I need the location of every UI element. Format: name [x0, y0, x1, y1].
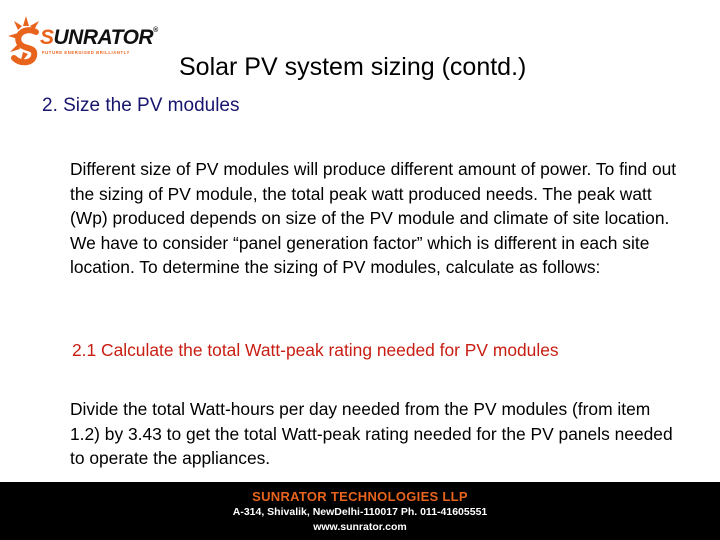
footer-address: A-314, Shivalik, NewDelhi-110017 Ph. 011-41605551 — [232, 506, 488, 518]
footer-company-name: SUNRATOR TECHNOLOGIES LLP — [252, 489, 468, 504]
section-heading: 2. Size the PV modules — [42, 95, 240, 116]
intro-paragraph: Different size of PV modules will produce different amount of power. To find out the sizing of PV module, the total peak watt produced needs. The peak watt (Wp) produced depends on size of the PV module and climate of site location. We have to consider “panel generation factor” which is different in each site location. To determine the sizing of PV modules, calculate as follows: — [70, 159, 677, 277]
slide-title: Solar PV system sizing (contd.) — [179, 53, 527, 81]
logo-wordmark — [40, 27, 158, 48]
footer-website: www.sunrator.com — [313, 521, 407, 533]
footer-bar — [0, 482, 720, 540]
instruction-paragraph: Divide the total Watt-hours per day needed from the PV modules (from item 1.2) by 3.43 to get the total Watt-peak rating needed for the PV panels needed to operate the appliances. — [70, 399, 673, 468]
logo-tagline: FUTURE ENERGISED BRILLIANTLY — [42, 50, 130, 55]
logo-wordmark-rest: UNRATOR — [53, 26, 154, 49]
subsection-heading: 2.1 Calculate the total Watt-peak rating needed for PV modules — [72, 340, 559, 360]
registered-mark: ® — [153, 27, 158, 34]
logo-wordmark-initial: S — [40, 26, 54, 49]
sunrator-logo — [6, 14, 156, 70]
